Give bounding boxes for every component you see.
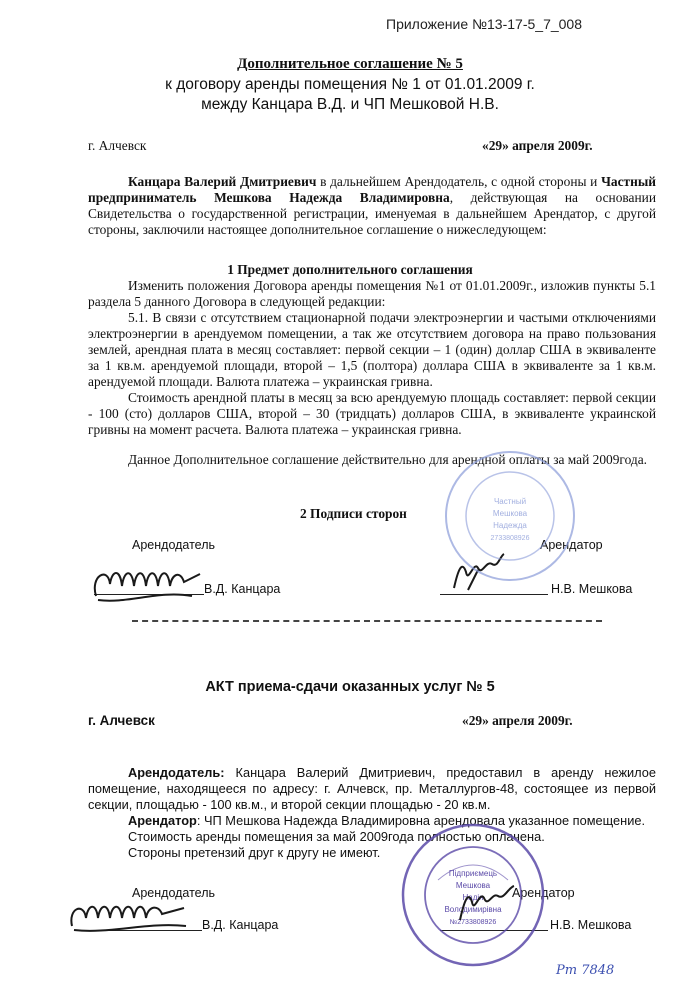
act-tenant-label: Арендатор (128, 813, 197, 828)
svg-text:Підприємець: Підприємець (448, 869, 498, 878)
tenant-label-2: Арендатор (512, 886, 575, 900)
act-payment-line: Стоимость аренды помещения за май 2009года полностью оплачена. (128, 829, 545, 844)
act-landlord-label: Арендодатель: (128, 765, 225, 780)
agreement-intro: Канцара Валерий Дмитриевич в дальнейшем Арендодатель, с одной стороны и Частный предприниматель Мешкова Надежда Владимировна, действующая на основании Свидетельства о государственной регистрации, именуемая в дальнейшем Арендатор, с другой стороны, заключили настоящее дополнительное соглашение о нижеследующем: (88, 174, 656, 237)
section-1-title: 1 Предмет дополнительного соглашения (227, 262, 473, 277)
clause-intro: Изменить положения Договора аренды помещения №1 от 01.01.2009г., изложив пункты 5.1 раздела 5 данного Договора в следующей редакции: (88, 278, 656, 309)
agreement-city: г. Алчевск (88, 138, 147, 153)
appendix-number: Приложение №13-17-5_7_008 (386, 16, 582, 32)
agreement-body (88, 278, 656, 468)
svg-text:Мешкова: Мешкова (455, 881, 491, 890)
agreement-date: «29» апреля 2009г. (482, 138, 593, 153)
svg-text:Надежда: Надежда (493, 521, 527, 530)
act-title: АКТ приема-сдачи оказанных услуг № 5 (205, 679, 495, 695)
landlord-handwritten-signature-1 (88, 556, 208, 612)
handwritten-note: Рт 7848 (556, 963, 615, 978)
seal-stamp-1 (440, 446, 580, 586)
tenant-name-2: Н.В. Мешкова (550, 918, 632, 932)
svg-text:Мешкова: Мешкова (492, 509, 528, 518)
act-date: «29» апреля 2009г. (462, 713, 573, 728)
agreement-title: Дополнительное соглашение № 5 (237, 56, 463, 72)
act-city: г. Алчевск (88, 713, 155, 728)
tenant-handwritten-signature-2 (449, 880, 522, 930)
section-divider (132, 620, 602, 622)
rent-total: Стоимость арендной платы в месяц за всю арендуемую площадь составляет: первой секции - 100 (сто) долларов США, второй – 30 (тридцать) долларов США, в эквиваленте украинской гривны на момент расчета. Валюта платежа – украинская гривна. (88, 390, 656, 437)
act-claims-line: Стороны претензий друг к другу не имеют. (128, 845, 381, 860)
party2-name: Частный предприниматель Мешкова Надежда Владимировна (88, 174, 656, 205)
landlord-label-1: Арендодатель (132, 538, 216, 552)
tenant-name-1: Н.В. Мешкова (551, 582, 633, 596)
tenant-label-1: Арендатор (540, 538, 603, 552)
landlord-name-2: В.Д. Канцара (202, 918, 279, 932)
agreement-subtitle-2: между Канцара В.Д. и ЧП Мешковой Н.В. (201, 96, 499, 113)
party1-name: Канцара Валерий Дмитриевич (128, 174, 317, 189)
agreement-subtitle-1: к договору аренды помещения № 1 от 01.01.2009 г. (165, 76, 535, 93)
landlord-name-1: В.Д. Канцара (204, 582, 281, 596)
section-2-title: 2 Подписи сторон (300, 506, 407, 521)
landlord-label-2: Арендодатель (132, 886, 216, 900)
clause-5-1: 5.1. В связи с отсутствием стационарной подачи электроэнергии и частыми отключениями электроэнергии в арендуемом помещении, а так же отсутствием договора на право пользования землей, арендная плата в месяц составляет: первой секции – 1 (один) доллар США в эквиваленте за 1 кв.м. арендуемой площади, второй – 1,5 (полтора) доллара США в эквиваленте за 1 кв.м. арендуемой площади. Валюта платежа – украинская гривна. (88, 310, 656, 389)
svg-text:2733808926: 2733808926 (490, 535, 530, 542)
landlord-handwritten-signature-2 (66, 896, 196, 940)
svg-text:Володимирівна: Володимирівна (444, 905, 502, 914)
svg-text:№2733808926: №2733808926 (449, 919, 497, 926)
svg-text:Частный: Частный (493, 497, 527, 506)
act-body: Арендодатель: Канцара Валерий Дмитриевич, предоставил в аренду нежилое помещение, находящееся по адресу: г. Алчевск, пр. Металлургов-48, состоящее из первой секции, площадью - 100 кв.м., и второй секции площадью - 20 кв.м. Арендатор: ЧП Мешкова Надежда Владимировна арендовала указанное помещение. Стоимость аренды помещения за май 2009года полностью оплачена. Стороны претензий друг к другу не имеют. (88, 765, 656, 860)
validity-note: Данное Дополнительное соглашение действительно для арендной оплаты за май 2009года. (128, 452, 647, 467)
svg-text:Надія: Надія (462, 893, 484, 902)
